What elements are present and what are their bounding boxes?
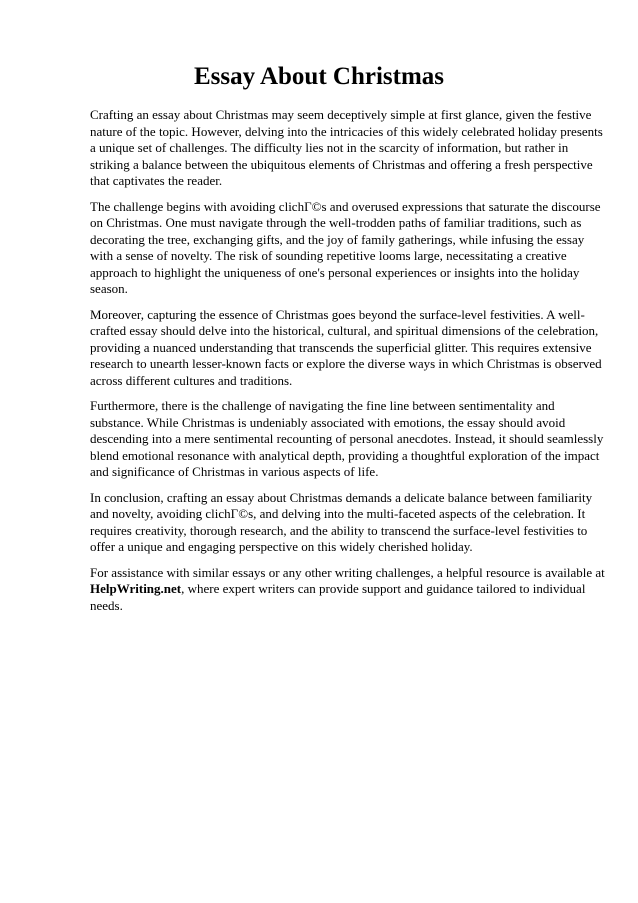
closing-text-before: For assistance with similar essays or any other writing challenges, a helpful resource is available at xyxy=(90,564,605,580)
paragraph-cliches: The challenge begins with avoiding clichГ©s and overused expressions that saturate the discourse on Christmas. One must navigate through the well-trodden paths of familiar traditions, such as decorating the tree, exchanging gifts, and the joy of family gatherings, while infusing the essay with a sense of novelty. The risk of sounding repetitive looms large, necessitating a creative approach to highlight the uniqueness of one's personal experiences or insights into the holiday season. xyxy=(90,198,601,296)
page-title: Essay About Christmas xyxy=(193,63,445,90)
paragraph-essence: Moreover, capturing the essence of Christmas goes beyond the surface-level festivities. A well-crafted essay should delve into the historical, cultural, and spiritual dimensions of the celebration, providing a nuanced understanding that transcends the superficial glitter. This requires extensive research to unearth lesser-known facts or explore the diverse ways in which Christmas is observed across different cultures and traditions. xyxy=(90,306,602,388)
closing-text-after: , where expert writers can provide support and guidance tailored to individual needs. xyxy=(90,581,586,613)
helpwriting-link[interactable]: HelpWriting.net xyxy=(90,581,182,596)
paragraph-conclusion: In conclusion, crafting an essay about Christmas demands a delicate balance between familiarity and novelty, avoiding clichГ©s, and delving into the multi-faceted aspects of the celebration. It requires creativity, thorough research, and the ability to transcend the surface-level festivities to offer a unique and engaging perspective on this widely cherished holiday. xyxy=(90,489,593,554)
paragraph-sentimentality: Furthermore, there is the challenge of navigating the fine line between sentimentality and substance. While Christmas is undeniably associated with emotions, the essay should avoid descending into a mere sentimental recounting of personal anecdotes. Instead, it should seamlessly blend emotional resonance with analytical depth, providing a thoughtful exploration of the impact and significance of Christmas in various aspects of life. xyxy=(90,398,604,479)
paragraph-intro: Crafting an essay about Christmas may seem deceptively simple at first glance, given the festive nature of the topic. However, delving into the intricacies of this widely celebrated holiday presents a unique set of challenges. The difficulty lies not in the scarcity of information, but rather in striking a balance between the ubiquitous elements of Christmas and offering a fresh perspective that captivates the reader. xyxy=(90,107,603,188)
essay-body xyxy=(90,107,610,623)
paragraph-closing xyxy=(90,565,610,615)
